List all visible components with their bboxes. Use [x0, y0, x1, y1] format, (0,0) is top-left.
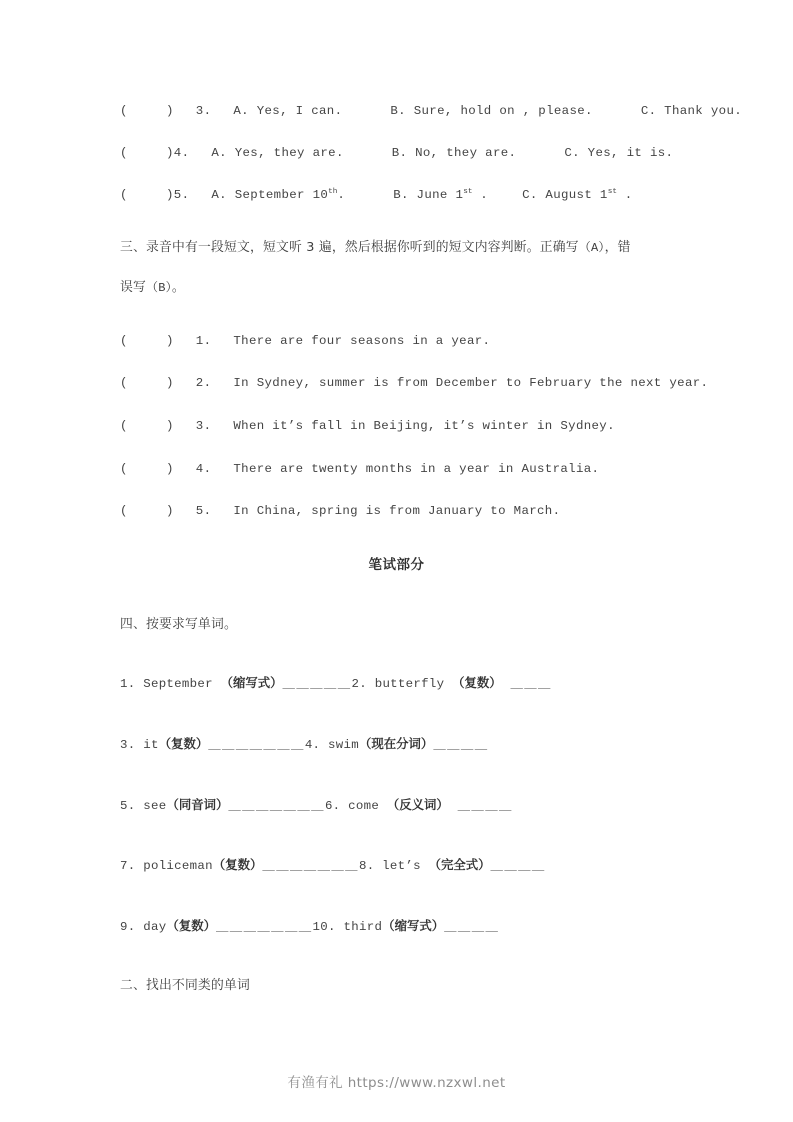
word-right: come	[340, 799, 387, 813]
word-right: swim	[320, 738, 359, 752]
option-b-period: .	[472, 188, 489, 203]
option-a-ordinal-suffix: th	[328, 188, 338, 196]
instruction-text: 误写	[120, 280, 146, 295]
answer-label-b: （B）	[146, 281, 172, 295]
answer-bracket-close: )	[166, 419, 174, 433]
true-false-row	[120, 462, 599, 476]
answer-bracket-close: )	[166, 146, 174, 160]
section-three-instruction-line2	[120, 276, 185, 295]
answer-bracket-open: (	[120, 419, 128, 433]
statement-text: When it’s fall in Beijing, it’s winter in Sydney.	[233, 419, 615, 433]
option-c-period: .	[616, 188, 633, 203]
hint-right: （缩写式）	[382, 918, 445, 933]
answer-bracket-close: )	[166, 334, 174, 348]
option-a-text: A. September 10	[211, 188, 329, 203]
answer-blank-left[interactable]: ＿＿＿＿＿＿＿	[228, 799, 325, 813]
item-number-left: 7.	[120, 859, 136, 873]
instruction-text-tail: ，错	[604, 240, 631, 255]
option-c: C. Thank you.	[640, 104, 743, 118]
answer-blank-right[interactable]: ＿＿＿	[501, 677, 552, 691]
answer-bracket-open: (	[120, 334, 128, 348]
answer-label-a: （A）	[578, 241, 605, 255]
true-false-row	[120, 419, 615, 433]
question-number: 4.	[195, 462, 212, 476]
option-b: B. No, they are.	[391, 146, 517, 160]
hint-right: （完全式）	[428, 857, 491, 872]
answer-blank-right[interactable]: ＿＿＿＿	[433, 738, 489, 752]
statement-text: In Sydney, summer is from December to February the next year.	[233, 376, 709, 390]
word-left: it	[135, 738, 159, 752]
option-a-period: .	[337, 188, 346, 203]
answer-bracket-close: )	[166, 504, 174, 518]
answer-bracket-open: (	[120, 146, 128, 160]
answer-bracket-close: )	[166, 188, 174, 203]
option-b-text: B. June 1	[393, 188, 464, 203]
hint-left: （同音词）	[166, 797, 229, 812]
listening-choice-row	[120, 104, 742, 118]
answer-bracket-close: )	[166, 104, 174, 118]
word-right: third	[335, 920, 383, 934]
word-form-row	[120, 916, 499, 934]
section-three-instruction-line1	[120, 236, 631, 255]
question-number: 5.	[173, 188, 190, 203]
question-number: 3.	[195, 419, 212, 433]
answer-bracket-open: (	[120, 376, 128, 390]
item-number-left: 3.	[120, 738, 136, 752]
word-form-row	[120, 855, 546, 873]
answer-bracket-open: (	[120, 188, 128, 203]
item-number-right: 6.	[324, 799, 341, 813]
question-number: 2.	[195, 376, 212, 390]
answer-bracket-close: )	[166, 462, 174, 476]
option-b-ordinal-suffix: st	[463, 188, 473, 196]
word-form-row	[120, 734, 489, 752]
true-false-row	[120, 376, 708, 390]
item-number-right: 8.	[358, 859, 375, 873]
question-number: 1.	[195, 334, 212, 348]
listening-choice-row	[120, 188, 633, 202]
answer-bracket-open: (	[120, 104, 128, 118]
footer-watermark: 有渔有礼 https://www.nzxwl.net	[287, 1075, 506, 1091]
answer-blank-left[interactable]: ＿＿＿＿＿＿＿	[262, 859, 359, 873]
question-number: 4.	[173, 146, 190, 160]
section-two-instruction: 二、找出不同类的单词	[120, 978, 250, 993]
item-number-right: 10.	[312, 920, 336, 934]
instruction-text-tail: 。	[171, 280, 185, 295]
hint-left: （缩写式）	[220, 675, 283, 690]
option-c-ordinal-suffix: st	[607, 188, 617, 196]
answer-blank-left[interactable]: ＿＿＿＿＿	[282, 677, 352, 691]
answer-bracket-open: (	[120, 462, 128, 476]
word-right: let’s	[374, 859, 429, 873]
hint-left: （复数）	[166, 918, 216, 933]
answer-blank-right[interactable]: ＿＿＿＿	[490, 859, 546, 873]
answer-blank-right[interactable]: ＿＿＿＿	[448, 799, 513, 813]
listening-choice-row	[120, 146, 673, 160]
option-a: A. Yes, I can.	[233, 104, 343, 118]
option-c: C. Yes, it is.	[564, 146, 674, 160]
word-form-row	[120, 795, 513, 813]
hint-right: （复数）	[452, 675, 502, 690]
true-false-row	[120, 504, 560, 518]
word-left: see	[135, 799, 167, 813]
option-b: B. Sure, hold on , please.	[390, 104, 593, 118]
answer-blank-right[interactable]: ＿＿＿＿	[444, 920, 500, 934]
word-left: policeman	[135, 859, 213, 873]
item-number-right: 4.	[304, 738, 321, 752]
answer-bracket-close: )	[166, 376, 174, 390]
item-number-right: 2.	[351, 677, 367, 691]
question-number: 3.	[195, 104, 212, 118]
word-left: day	[135, 920, 167, 934]
statement-text: There are four seasons in a year.	[233, 334, 491, 348]
option-a: A. Yes, they are.	[211, 146, 344, 160]
section-four-instruction: 四、按要求写单词。	[120, 617, 237, 632]
item-number-left: 5.	[120, 799, 136, 813]
answer-blank-left[interactable]: ＿＿＿＿＿＿＿	[208, 738, 305, 752]
hint-left: （复数）	[158, 736, 209, 751]
answer-blank-left[interactable]: ＿＿＿＿＿＿＿	[216, 920, 313, 934]
item-number-left: 1.	[120, 677, 136, 691]
answer-bracket-open: (	[120, 504, 128, 518]
word-right: butterfly	[366, 677, 453, 691]
word-form-row	[120, 673, 552, 691]
statement-text: There are twenty months in a year in Australia.	[233, 462, 600, 476]
written-test-heading: 笔试部分	[368, 557, 425, 573]
hint-left: （复数）	[212, 857, 263, 872]
hint-right: （反义词）	[386, 797, 449, 812]
option-c-text: C. August 1	[522, 188, 608, 203]
hint-right: （现在分词）	[358, 736, 434, 751]
question-number: 5.	[195, 504, 212, 518]
word-left: September	[135, 677, 221, 691]
instruction-text: 三、录音中有一段短文，短文听 3 遍，然后根据你听到的短文内容判断。正确写	[120, 240, 579, 255]
statement-text: In China, spring is from January to March.	[233, 504, 561, 518]
true-false-row	[120, 334, 490, 348]
item-number-left: 9.	[120, 920, 136, 934]
